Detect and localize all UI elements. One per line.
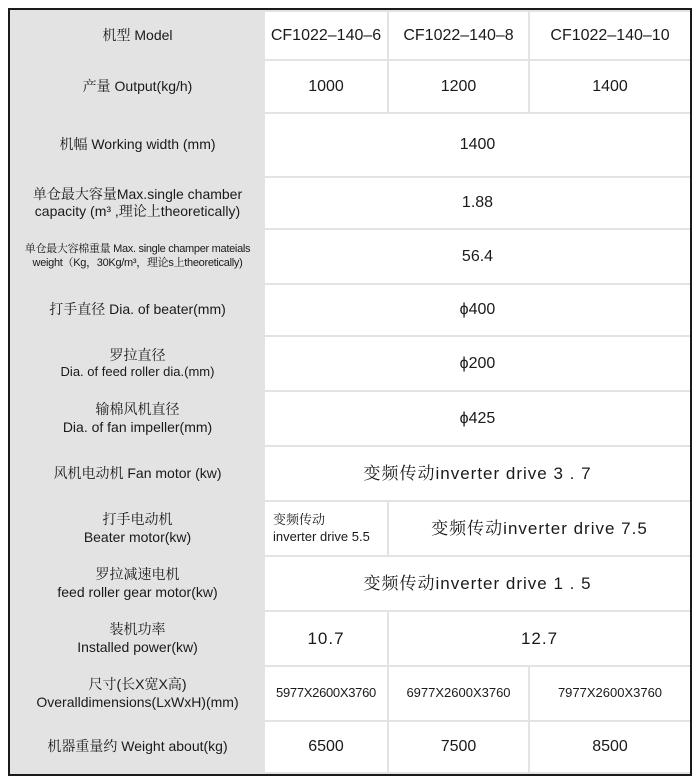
feed-roller-dia-label-line1: 罗拉直径 bbox=[109, 346, 166, 363]
chamber-weight-value: 56.4 bbox=[265, 230, 690, 283]
beater-motor-label-line1: 打手电动机 bbox=[102, 511, 173, 527]
output-label: 产量 Output(kg/h) bbox=[12, 61, 263, 112]
chamber-weight-label-line2: weight（Kg，30Kg/m³，理论s上theoretically) bbox=[32, 256, 243, 269]
installed-power-value-b: 12.7 bbox=[389, 612, 690, 665]
gear-motor-label-line2: feed roller gear motor(kw) bbox=[57, 583, 218, 600]
output-value-3: 1400 bbox=[530, 61, 690, 112]
fan-impeller-dia-label-line1: 输棉风机直径 bbox=[95, 401, 180, 417]
model-value-2: CF1022–140–8 bbox=[389, 12, 528, 59]
dimensions-value-2: 6977X2600X3760 bbox=[389, 667, 528, 720]
weight-value-1: 6500 bbox=[265, 722, 387, 772]
dimensions-label-line1: 尺寸(长X宽X高) bbox=[88, 676, 187, 692]
chamber-capacity-value: 1.88 bbox=[265, 178, 690, 228]
model-value-3: CF1022–140–10 bbox=[530, 12, 690, 59]
fan-impeller-dia-label bbox=[12, 392, 263, 445]
beater-motor-label bbox=[12, 502, 263, 555]
weight-label: 机器重量约 Weight about(kg) bbox=[12, 722, 263, 772]
weight-value-3: 8500 bbox=[530, 722, 690, 772]
beater-dia-label: 打手直径 Dia. of beater(mm) bbox=[12, 285, 263, 335]
beater-dia-value: ϕ400 bbox=[265, 285, 690, 335]
model-label: 机型 Model bbox=[12, 12, 263, 59]
dimensions-label bbox=[12, 667, 263, 720]
gear-motor-label bbox=[12, 557, 263, 610]
feed-roller-dia-label bbox=[12, 337, 263, 390]
model-value-1: CF1022–140–6 bbox=[265, 12, 387, 59]
dimensions-label-line2: Overalldimensions(LxWxH)(mm) bbox=[36, 693, 239, 710]
chamber-capacity-label bbox=[12, 178, 263, 228]
beater-motor-value-a-line2: inverter drive 5.5 bbox=[273, 528, 370, 544]
fan-motor-label: 风机电动机 Fan motor (kw) bbox=[12, 447, 263, 500]
working-width-value: 1400 bbox=[265, 114, 690, 176]
fan-impeller-dia-label-line2: Dia. of fan impeller(mm) bbox=[62, 418, 213, 435]
installed-power-value-a: 10.7 bbox=[265, 612, 387, 665]
gear-motor-value: 变频传动inverter drive 1 . 5 bbox=[265, 557, 690, 610]
installed-power-label-line1: 装机功率 bbox=[109, 621, 166, 637]
feed-roller-dia-value: ϕ200 bbox=[265, 337, 690, 390]
beater-motor-value-b: 变频传动inverter drive 7.5 bbox=[389, 502, 690, 555]
gear-motor-label-line1: 罗拉减速电机 bbox=[95, 566, 180, 582]
installed-power-label bbox=[12, 612, 263, 665]
fan-motor-value: 变频传动inverter drive 3 . 7 bbox=[265, 447, 690, 500]
output-value-1: 1000 bbox=[265, 61, 387, 112]
fan-impeller-dia-value: ϕ425 bbox=[265, 392, 690, 445]
working-width-label: 机幅 Working width (mm) bbox=[12, 114, 263, 176]
beater-motor-value-a bbox=[265, 502, 387, 555]
chamber-capacity-label-line1: 单仓最大容量Max.single chamber bbox=[32, 185, 243, 202]
dimensions-value-1: 5977X2600X3760 bbox=[265, 667, 387, 720]
spec-table bbox=[8, 8, 692, 776]
chamber-weight-label-line1: 单仓最大容棉重量 Max. single champer mateials bbox=[24, 242, 251, 255]
beater-motor-label-line2: Beater motor(kw) bbox=[83, 528, 192, 545]
beater-motor-value-a-line1: 变频传动 bbox=[273, 512, 326, 528]
output-value-2: 1200 bbox=[389, 61, 528, 112]
feed-roller-dia-label-line2: Dia. of feed roller dia.(mm) bbox=[60, 364, 215, 380]
dimensions-value-3: 7977X2600X3760 bbox=[530, 667, 690, 720]
weight-value-2: 7500 bbox=[389, 722, 528, 772]
installed-power-label-line2: Installed power(kw) bbox=[77, 638, 198, 655]
chamber-capacity-label-line2: capacity (m³ ,理论上theoretically) bbox=[34, 203, 241, 219]
chamber-weight-label bbox=[12, 230, 263, 283]
